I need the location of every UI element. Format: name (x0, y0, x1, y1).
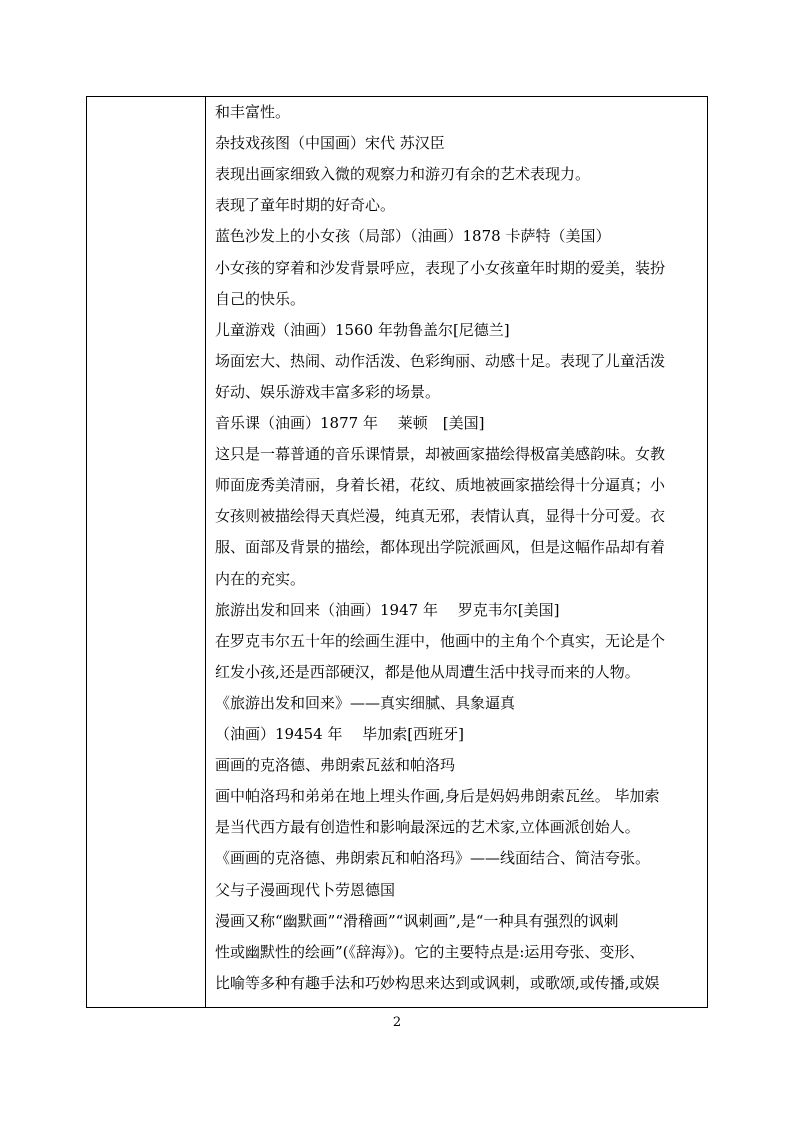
text-line: 《旅游出发和回来》——真实细腻、具象逼真 (215, 693, 516, 712)
text-line: 在罗克韦尔五十年的绘画生涯中，他画中的主角个个真实，无论是个 (215, 631, 666, 650)
text-line: 杂技戏孩图（中国画）宋代 苏汉臣 (215, 134, 445, 153)
text-line: 漫画又称“幽默画”“滑稽画”“讽刺画”,是“一种具有强烈的讽刺 (215, 911, 619, 930)
table-left-cell (87, 97, 206, 1007)
text-line: 场面宏大、热闹、动作活泼、色彩绚丽、动感十足。表现了儿童活泼 (215, 351, 666, 370)
text-line: 女孩则被描绘得天真烂漫，纯真无邪，表情认真，显得十分可爱。衣 (215, 507, 666, 526)
text-line: 儿童游戏（油画）1560 年勃鲁盖尔[尼德兰] (215, 320, 510, 339)
text-line: 音乐课（油画）1877 年 莱顿 [美国] (215, 414, 485, 432)
page-number: 2 (392, 1015, 402, 1030)
text-line: 《画画的克洛德、弗朗索瓦和帕洛玛》——线面结合、简洁夸张。 (215, 849, 651, 868)
text-line: 性或幽默性的绘画”(《辞海》)。它的主要特点是:运用夸张、变形、 (215, 942, 645, 961)
content-table (86, 96, 708, 1008)
text-line: 服、面部及背景的描绘，都体现出学院派画风，但是这幅作品却有着 (215, 538, 666, 557)
text-line: 比喻等多种有趣手法和巧妙构思来达到或讽刺，或歌颂,或传播,或娱 (215, 973, 660, 992)
text-line: 表现出画家细致入微的观察力和游刃有余的艺术表现力。 (215, 165, 591, 184)
text-line: 画中帕洛玛和弟弟在地上埋头作画,身后是妈妈弗朗索瓦丝。 毕加索 (215, 787, 660, 806)
text-line: 画画的克洛德、弗朗索瓦兹和帕洛玛 (215, 756, 456, 775)
text-line: 父与子漫画现代卜劳恩德国 (215, 880, 396, 899)
text-line: （油画）19454 年 毕加索[西班牙] (215, 725, 464, 743)
text-line: 自己的快乐。 (215, 289, 306, 308)
text-line: 师面庞秀美清丽，身着长裙，花纹、质地被画家描绘得十分逼真；小 (215, 476, 666, 495)
text-line: 表现了童年时期的好奇心。 (215, 196, 396, 215)
text-line: 红发小孩,还是西部硬汉，都是他从周遭生活中找寻而来的人物。 (215, 662, 640, 681)
text-line: 是当代西方最有创造性和影响最深远的艺术家,立体画派创始人。 (215, 818, 640, 837)
text-line: 蓝色沙发上的小女孩（局部）（油画）1878 卡萨特（美国） (215, 227, 611, 246)
text-line: 小女孩的穿着和沙发背景呼应，表现了小女孩童年时期的爱美，装扮 (215, 258, 666, 277)
table-right-cell (207, 97, 707, 1007)
text-line: 这只是一幕普通的音乐课情景，却被画家描绘得极富美感韵味。女教 (215, 445, 666, 464)
text-line: 旅游出发和回来（油画）1947 年 罗克韦尔[美国] (215, 600, 560, 619)
text-line: 和丰富性。 (215, 103, 291, 121)
text-line: 好动、娱乐游戏丰富多彩的场景。 (215, 382, 441, 401)
text-line: 内在的充实。 (215, 569, 306, 588)
